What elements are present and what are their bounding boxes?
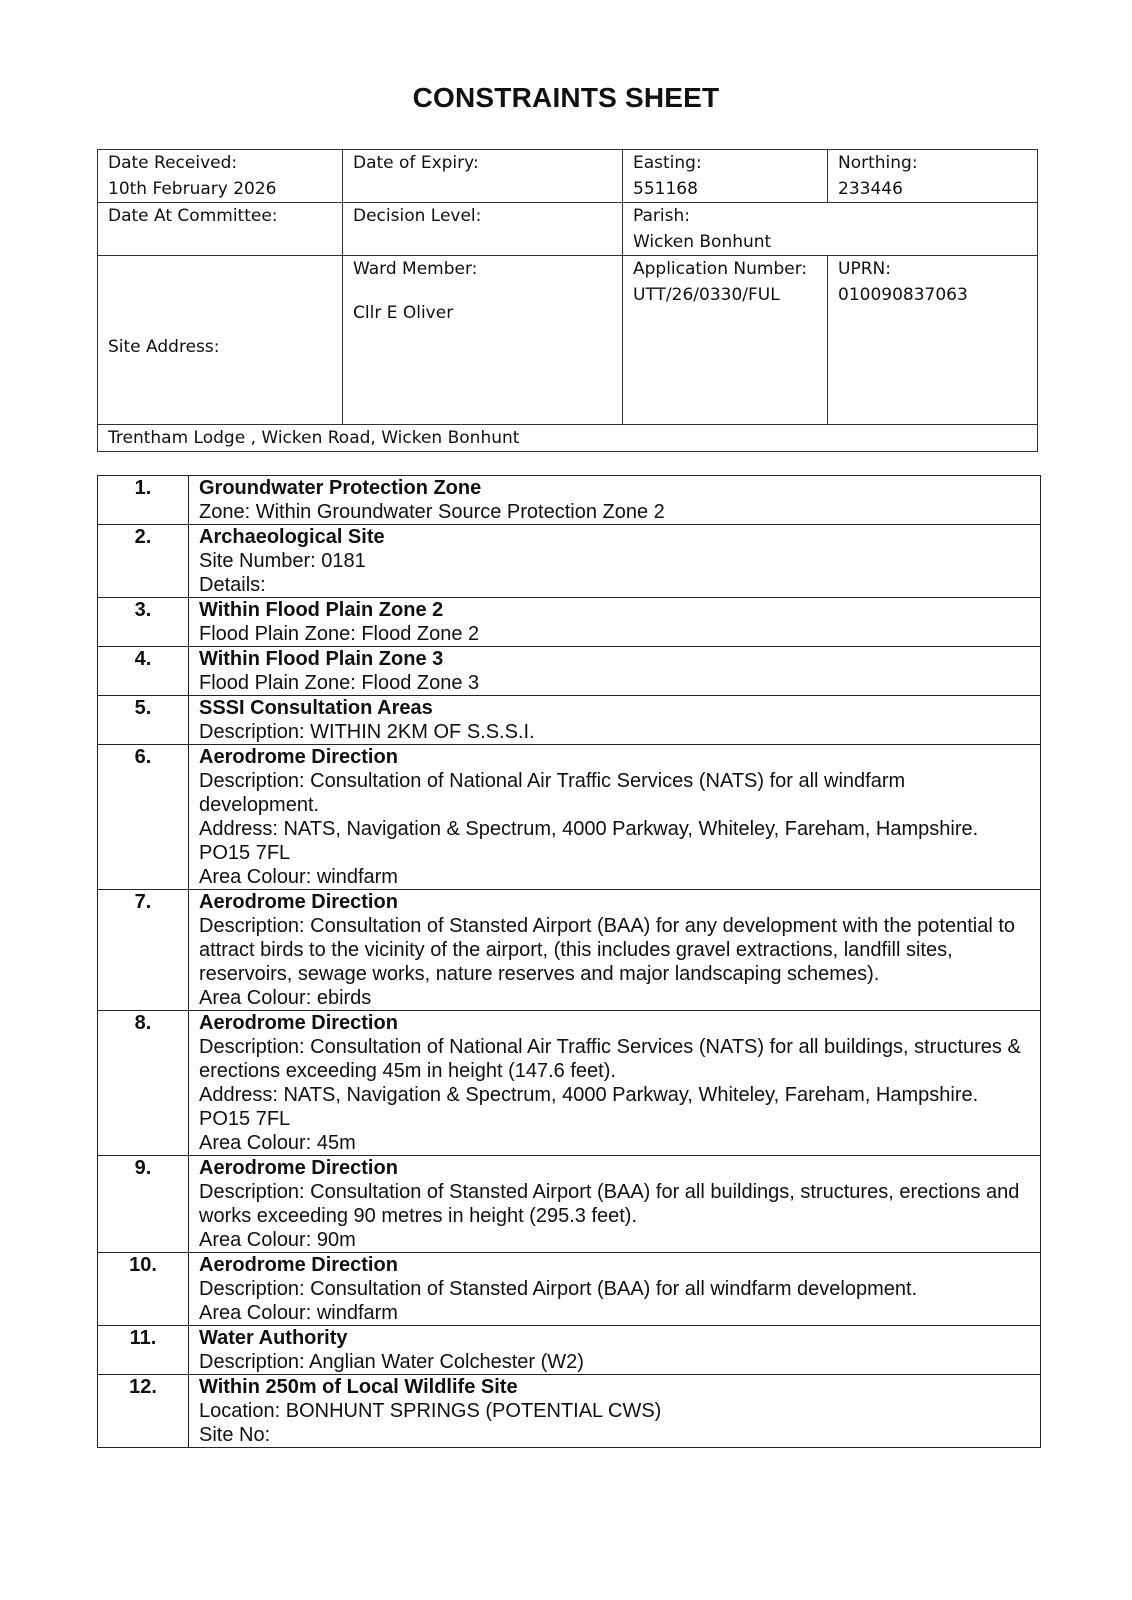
ward-member-label: Ward Member: — [353, 259, 478, 279]
constraint-details — [189, 1375, 1041, 1448]
page-title: CONSTRAINTS SHEET — [412, 82, 720, 113]
constraint-heading: Within Flood Plain Zone 3 — [199, 648, 444, 670]
constraint-detail-line: Description: Consultation of National Air Traffic Services (NATS) for all buildings, structures & erections exceeding 45m in height (147.6 feet). — [199, 1036, 1021, 1082]
constraint-number: 2. — [98, 525, 189, 598]
application-number-label: Application Number: — [633, 259, 808, 279]
constraint-number: 12. — [98, 1375, 189, 1448]
constraint-heading: Archaeological Site — [199, 526, 385, 548]
date-committee-label: Date At Committee: — [108, 206, 278, 226]
date-expiry-cell — [343, 150, 623, 203]
constraint-number: 5. — [98, 696, 189, 745]
application-number-cell — [623, 256, 828, 425]
constraint-heading: SSSI Consultation Areas — [199, 697, 433, 719]
site-address-cell — [98, 425, 1038, 452]
easting-cell — [623, 150, 828, 203]
constraint-number: 1. — [98, 476, 189, 525]
constraint-row — [98, 1253, 1041, 1326]
constraint-detail-line: Description: Consultation of Stansted Airport (BAA) for all windfarm development. — [199, 1278, 918, 1300]
constraint-heading: Groundwater Protection Zone — [199, 477, 482, 499]
constraint-row — [98, 1326, 1041, 1375]
constraint-details — [189, 1326, 1041, 1375]
constraint-detail-line: Area Colour: windfarm — [199, 866, 398, 888]
constraint-number: 9. — [98, 1156, 189, 1253]
uprn-cell — [828, 256, 1038, 425]
decision-level-label: Decision Level: — [353, 206, 482, 226]
constraint-detail-line: Address: NATS, Navigation & Spectrum, 4000 Parkway, Whiteley, Fareham, Hampshire. PO15 7FL — [199, 818, 979, 864]
easting-label: Easting: — [633, 153, 702, 173]
constraint-row — [98, 525, 1041, 598]
easting-value: 551168 — [633, 179, 698, 199]
constraint-number: 4. — [98, 647, 189, 696]
constraint-number: 7. — [98, 890, 189, 1011]
application-number-value: UTT/26/0330/FUL — [633, 285, 780, 305]
parish-cell — [623, 203, 1038, 256]
constraint-details — [189, 1011, 1041, 1156]
constraint-detail-line: Details: — [199, 574, 266, 596]
constraint-number: 10. — [98, 1253, 189, 1326]
constraint-details — [189, 890, 1041, 1011]
constraint-details — [189, 696, 1041, 745]
constraint-detail-line: Description: Consultation of Stansted Airport (BAA) for all buildings, structures, erections and works exceeding 90 metres in height (295.3 feet). — [199, 1181, 1020, 1227]
constraints-list — [98, 476, 1041, 1448]
constraint-heading: Aerodrome Direction — [199, 1254, 398, 1276]
constraint-detail-line: Flood Plain Zone: Flood Zone 2 — [199, 623, 480, 645]
constraint-row — [98, 745, 1041, 890]
uprn-value: 010090837063 — [838, 285, 968, 305]
constraint-row — [98, 696, 1041, 745]
site-address-label: Site Address: — [108, 337, 220, 357]
constraint-row — [98, 1011, 1041, 1156]
constraint-row — [98, 476, 1041, 525]
constraint-detail-line: Area Colour: 45m — [199, 1132, 356, 1154]
constraint-row — [98, 1156, 1041, 1253]
constraint-heading: Aerodrome Direction — [199, 891, 398, 913]
constraint-detail-line: Description: Anglian Water Colchester (W2) — [199, 1351, 584, 1373]
constraint-details — [189, 525, 1041, 598]
constraint-detail-line: Location: BONHUNT SPRINGS (POTENTIAL CWS) — [199, 1400, 662, 1422]
constraint-detail-line: Zone: Within Groundwater Source Protection Zone 2 — [199, 501, 665, 523]
site-address-label-cell — [98, 256, 343, 425]
parish-label: Parish: — [633, 206, 690, 226]
constraint-detail-line: Area Colour: ebirds — [199, 987, 372, 1009]
date-received-value: 10th February 2026 — [108, 179, 277, 199]
constraint-detail-line: Description: Consultation of Stansted Airport (BAA) for any development with the potential to attract birds to the vicinity of the airport, (this includes gravel extractions, landfill sites, reservoirs, sewage works, nature reserves and major landscaping schemes). — [199, 915, 1015, 985]
ward-member-value: Cllr E Oliver — [353, 303, 454, 323]
constraint-heading: Water Authority — [199, 1327, 348, 1349]
decision-level-cell — [343, 203, 623, 256]
constraint-detail-line: Description: Consultation of National Air Traffic Services (NATS) for all windfarm development. — [199, 770, 906, 816]
northing-cell — [828, 150, 1038, 203]
constraint-detail-line: Site Number: 0181 — [199, 550, 366, 572]
constraint-details — [189, 1156, 1041, 1253]
constraint-heading: Aerodrome Direction — [199, 1012, 398, 1034]
constraint-detail-line: Area Colour: 90m — [199, 1229, 356, 1251]
uprn-label: UPRN: — [838, 259, 891, 279]
date-received-label: Date Received: — [108, 153, 238, 173]
constraint-row — [98, 1375, 1041, 1448]
constraint-row — [98, 890, 1041, 1011]
constraint-detail-line: Area Colour: windfarm — [199, 1302, 398, 1324]
date-received-cell — [98, 150, 343, 203]
site-address-value: Trentham Lodge , Wicken Road, Wicken Bonhunt — [108, 428, 520, 448]
constraint-detail-line: Flood Plain Zone: Flood Zone 3 — [199, 672, 480, 694]
application-info-table — [97, 149, 1038, 452]
constraint-number: 11. — [98, 1326, 189, 1375]
date-expiry-label: Date of Expiry: — [353, 153, 479, 173]
parish-value: Wicken Bonhunt — [633, 232, 772, 252]
constraint-row — [98, 598, 1041, 647]
constraint-details — [189, 476, 1041, 525]
northing-value: 233446 — [838, 179, 903, 199]
northing-label: Northing: — [838, 153, 918, 173]
constraints-table — [97, 475, 1041, 1448]
constraint-number: 3. — [98, 598, 189, 647]
constraint-heading: Within Flood Plain Zone 2 — [199, 599, 444, 621]
constraint-details — [189, 598, 1041, 647]
constraint-number: 8. — [98, 1011, 189, 1156]
constraint-row — [98, 647, 1041, 696]
date-committee-cell — [98, 203, 343, 256]
constraint-detail-line: Description: WITHIN 2KM OF S.S.S.I. — [199, 721, 535, 743]
constraint-details — [189, 1253, 1041, 1326]
constraint-detail-line: Site No: — [199, 1424, 271, 1446]
constraint-number: 6. — [98, 745, 189, 890]
constraint-detail-line: Address: NATS, Navigation & Spectrum, 4000 Parkway, Whiteley, Fareham, Hampshire. PO15 7FL — [199, 1084, 979, 1130]
ward-member-cell — [343, 256, 623, 425]
constraint-details — [189, 745, 1041, 890]
constraint-heading: Within 250m of Local Wildlife Site — [199, 1376, 518, 1398]
constraint-heading: Aerodrome Direction — [199, 746, 398, 768]
constraint-heading: Aerodrome Direction — [199, 1157, 398, 1179]
constraint-details — [189, 647, 1041, 696]
